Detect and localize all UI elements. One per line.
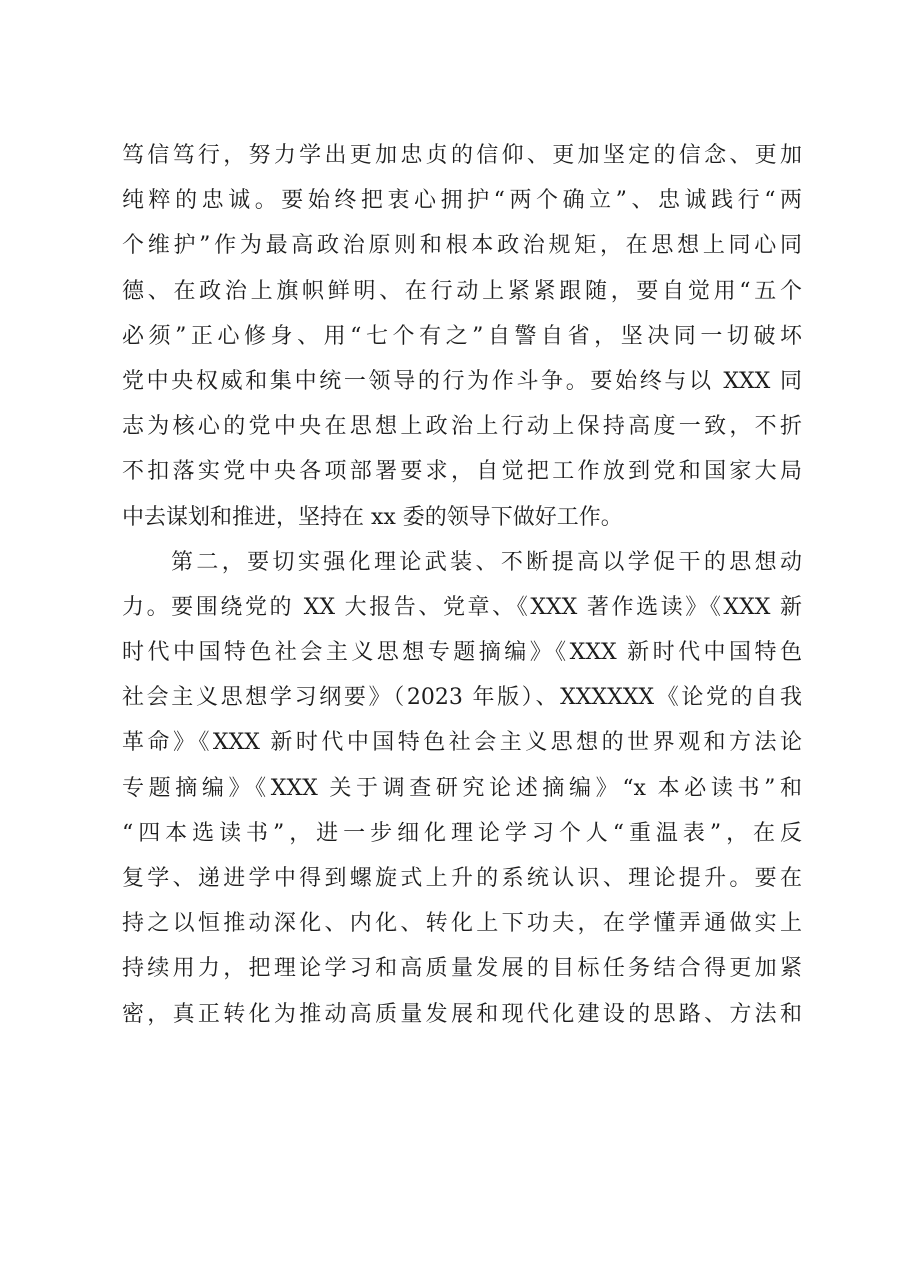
text-line: 纯粹的忠诚。要始终把衷心拥护“两个确立”、忠诚践行“两 (122, 188, 802, 214)
text-line: 志为核心的党中央在思想上政治上行动上保持高度一致，不折 (122, 414, 802, 440)
text-line: 力。要围绕党的 XX 大报告、党章、《XXX 著作选读》《XXX 新 (122, 594, 802, 620)
text-line: 党中央权威和集中统一领导的行为作斗争。要始终与以 XXX 同 (122, 368, 802, 394)
text-line: 密，真正转化为推动高质量发展和现代化建设的思路、方法和 (122, 1001, 802, 1027)
text-line: 笃信笃行，努力学出更加忠贞的信仰、更加坚定的信念、更加 (122, 143, 802, 168)
text-line: 德、在政治上旗帜鲜明、在行动上紧紧跟随，要自觉用“五个 (122, 278, 802, 304)
text-line: 持之以恒推动深化、内化、转化上下功夫，在学懂弄通做实上 (122, 911, 802, 937)
text-line: 持续用力，把理论学习和高质量发展的目标任务结合得更加紧 (122, 956, 802, 982)
paragraph-start-line: 第二，要切实强化理论武装、不断提高以学促干的思想动 (171, 549, 802, 575)
text-line: 个维护”作为最高政治原则和根本政治规矩，在思想上同心同 (122, 233, 802, 259)
text-line: 必须”正心修身、用“七个有之”自警自省，坚决同一切破坏 (122, 323, 802, 349)
text-line: 中去谋划和推进，坚持在 xx 委的领导下做好工作。 (122, 504, 623, 530)
text-line: 社会主义思想学习纲要》（2023 年版）、XXXXXX《论党的自我 (122, 685, 802, 711)
text-line: 革命》《XXX 新时代中国特色社会主义思想的世界观和方法论 (122, 730, 802, 756)
text-line: “四本选读书”，进一步细化理论学习个人“重温表”，在反 (122, 820, 802, 846)
text-line: 时代中国特色社会主义思想专题摘编》《XXX 新时代中国特色 (122, 640, 802, 666)
document-body (122, 133, 802, 1037)
text-line: 复学、递进学中得到螺旋式上升的系统认识、理论提升。要在 (122, 866, 802, 891)
text-line: 专题摘编》《XXX 关于调查研究论述摘编》“x 本必读书”和 (122, 775, 802, 801)
text-line: 不扣落实党中央各项部署要求，自觉把工作放到党和国家大局 (122, 459, 802, 485)
